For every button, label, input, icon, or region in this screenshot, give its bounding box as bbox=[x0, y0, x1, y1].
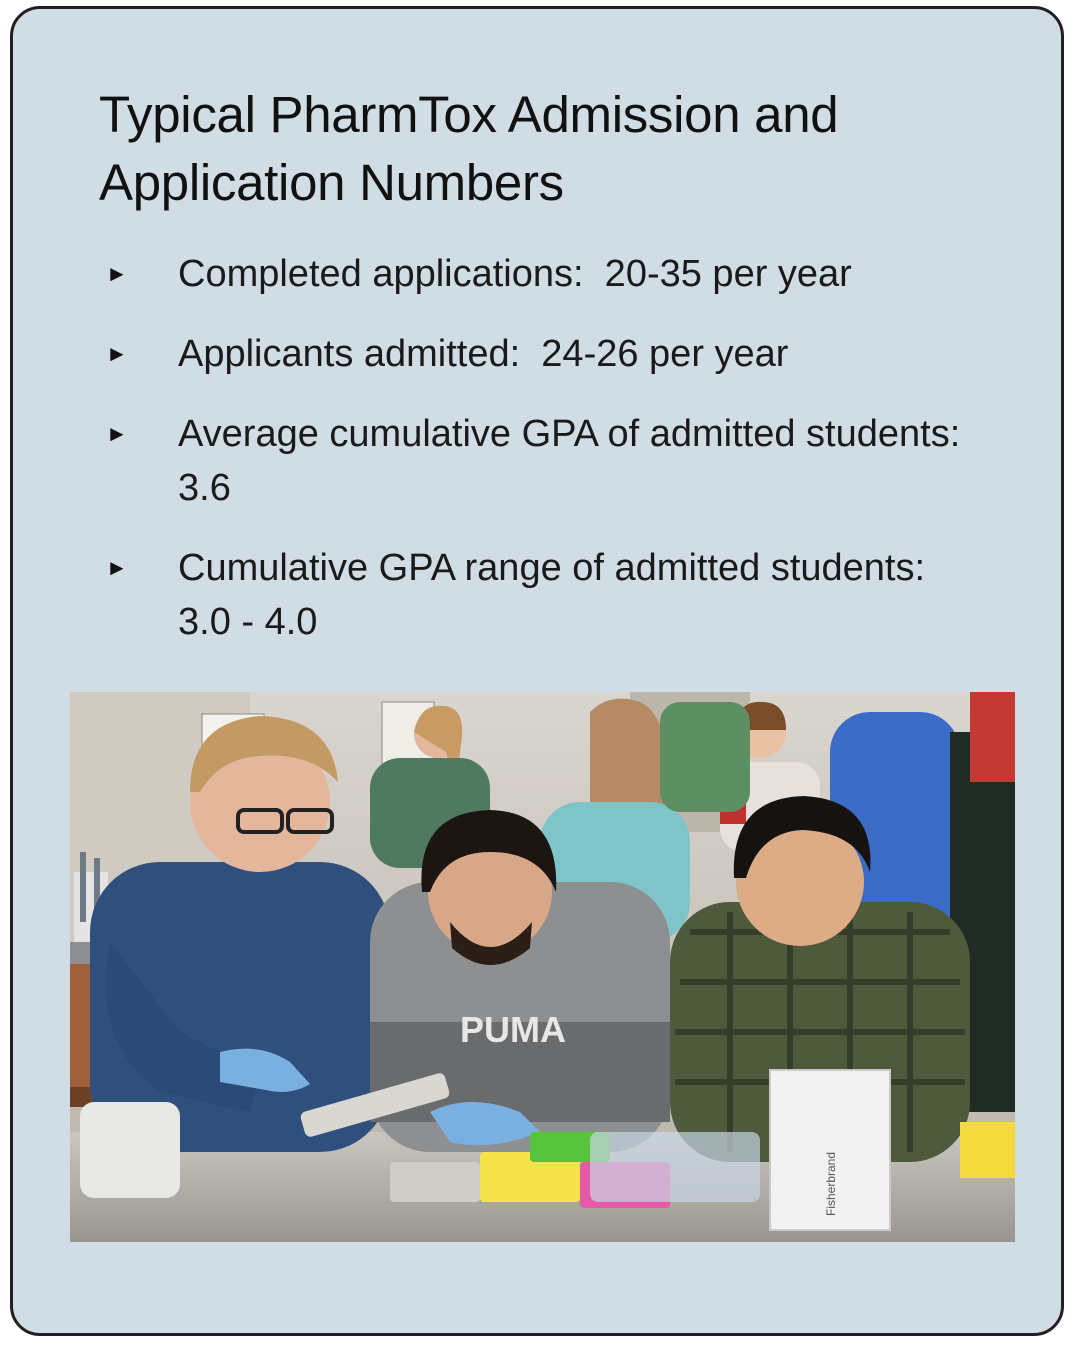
list-item bbox=[106, 247, 986, 301]
bullet-text: Average cumulative GPA of admitted students: 3.6 bbox=[178, 413, 982, 509]
pipette bbox=[80, 852, 86, 922]
bg-person-body bbox=[660, 702, 750, 812]
triangle-bullet-icon: ► bbox=[106, 341, 128, 366]
bullet-text: Applicants admitted: 24-26 per year bbox=[178, 333, 789, 375]
list-item bbox=[106, 541, 986, 649]
list-item bbox=[106, 407, 986, 515]
triangle-bullet-icon: ► bbox=[106, 261, 128, 286]
triangle-bullet-icon: ► bbox=[106, 421, 128, 446]
hot-plate bbox=[390, 1162, 480, 1202]
bg-person-body bbox=[970, 692, 1015, 782]
info-card bbox=[10, 6, 1064, 1336]
shirt-print: PUMA bbox=[460, 1009, 566, 1050]
stats-list bbox=[106, 247, 986, 649]
bullet-text: Completed applications: 20-35 per year bbox=[178, 253, 852, 295]
lab-photo bbox=[70, 692, 1015, 1242]
yellow-rack bbox=[960, 1122, 1015, 1178]
card-title: Typical PharmTox Admission and Application Numbers bbox=[99, 86, 839, 211]
vortex-mixer bbox=[80, 1102, 180, 1198]
bullet-text: Cumulative GPA range of admitted students: 3.0 - 4.0 bbox=[178, 547, 947, 643]
pipette-row bbox=[590, 1132, 760, 1202]
triangle-bullet-icon: ► bbox=[106, 555, 128, 580]
box-label: Fisherbrand bbox=[824, 1151, 838, 1216]
list-item bbox=[106, 327, 986, 381]
